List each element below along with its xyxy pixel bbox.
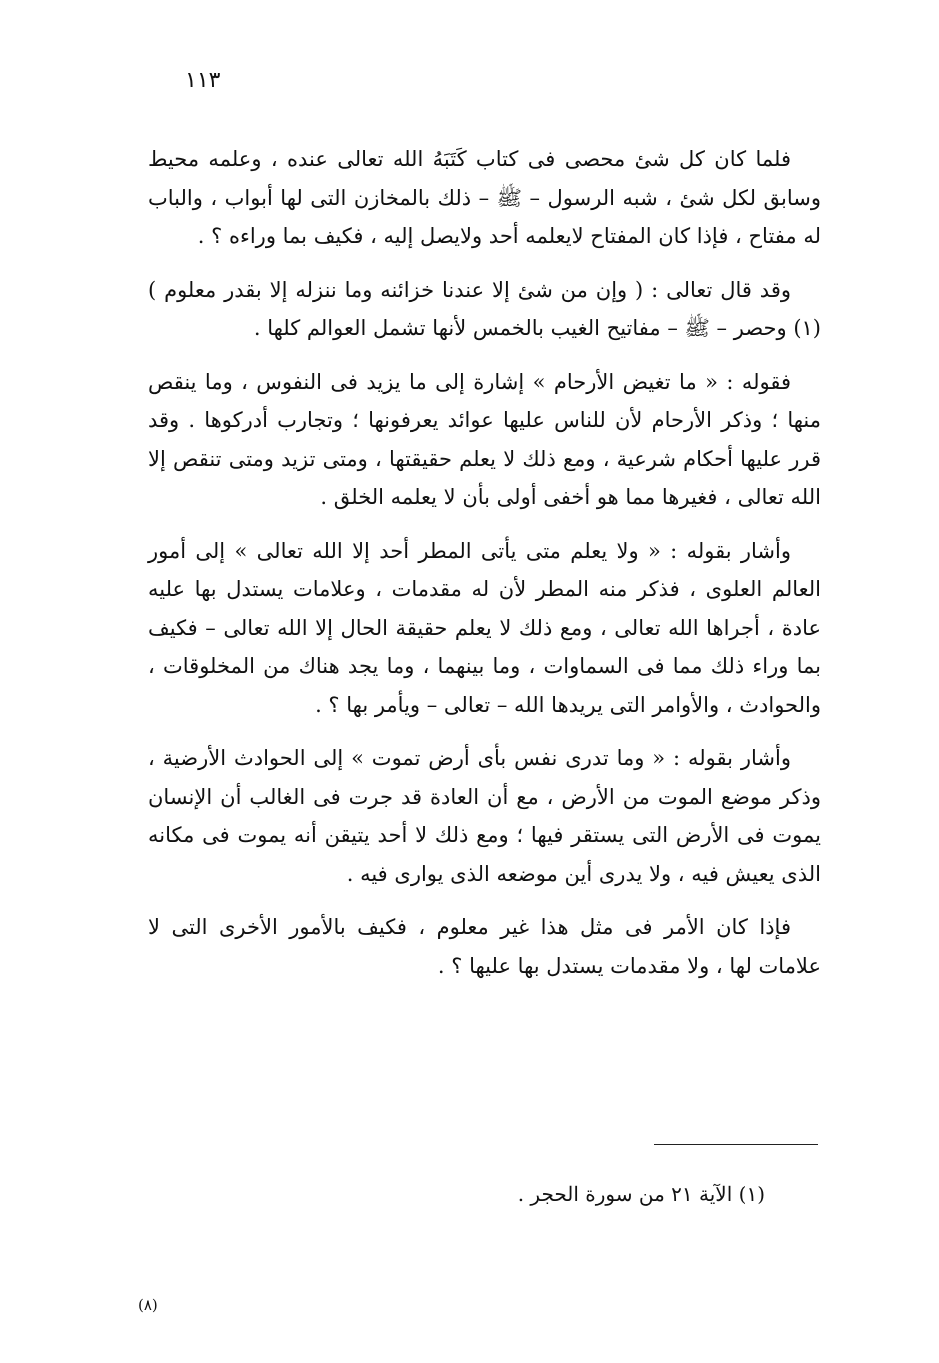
paragraph-4: وأشار بقوله : « ولا يعلم متى يأتى المطر أحد إلا الله تعالى » إلى أمور العالم العلوى ، فذكر منه المطر لأن له مقدمات ، وعلامات يستدل بها عليه عادة ، أجراها الله تعالى ، ومع ذلك لا يعلم حقيقة الحال إلا الله تعالى – فكيف بما وراء ذلك مما فى السماوات ، وما بينهما ، وما يجد هناك من المخلوقات ، والحوادث ، والأوامر التى يريدها الله – تعالى – ويأمر بها ؟ . [148, 538, 821, 717]
paragraph-2: وقد قال تعالى : ( وإن من شئ إلا عندنا خزائنه وما ننزله إلا بقدر معلوم ) (١) وحصر – ﷺ – مفاتيح الغيب بالخمس لأنها تشمل العوالم كلها . [148, 277, 821, 340]
signature-mark: (٨) [138, 1296, 158, 1314]
footnote-separator [654, 1144, 818, 1145]
paragraph-6: فإذا كان الأمر فى مثل هذا غير معلوم ، فكيف بالأمور الأخرى التى لا علامات لها ، ولا مقدمات يستدل بها عليها ؟ . [148, 915, 821, 978]
paragraph-3: فقوله : « ما تغيض الأرحام » إشارة إلى ما يزيد فى النفوس ، وما ينقص منها ؛ وذكر الأرحام لأن للناس عليها عوائد يعرفونها ؛ وتجارب أدركوها . وقد قرر عليها أحكام شرعية ، ومع ذلك لا يعلم حقيقتها ، ومتى تزيد ومتى تنقص إلا الله تعالى ، فغيرها مما هو أخفى أولى بأن لا يعلمه الخلق . [148, 369, 821, 509]
body-text [148, 140, 821, 985]
footnote: (١) الآية ٢١ من سورة الحجر . [517, 1182, 765, 1206]
page-number: ١١٣ [185, 68, 221, 93]
paragraph-1: فلما كان كل شئ محصى فى كتاب كَتَبَهُ الله تعالى عنده ، وعلمه محيط وسابق لكل شئ ، شبه الرسول – ﷺ – ذلك بالمخازن التى لها أبواب ، والباب له مفتاح ، فإذا كان المفتاح لايعلمه أحد ولايصل إليه ، فكيف بما وراءه ؟ . [148, 147, 821, 248]
paragraph-5: وأشار بقوله : « وما تدرى نفس بأى أرض تموت » إلى الحوادث الأرضية ، وذكر موضع الموت من الأرض ، مع أن العادة قد جرت فى الغالب أن الإنسان يموت فى الأرض التى يستقر فيها ؛ ومع ذلك لا أحد يتيقن أنه يموت فى مكانه الذى يعيش فيه ، ولا يدرى أين موضعه الذى يوارى فيه . [148, 746, 821, 886]
